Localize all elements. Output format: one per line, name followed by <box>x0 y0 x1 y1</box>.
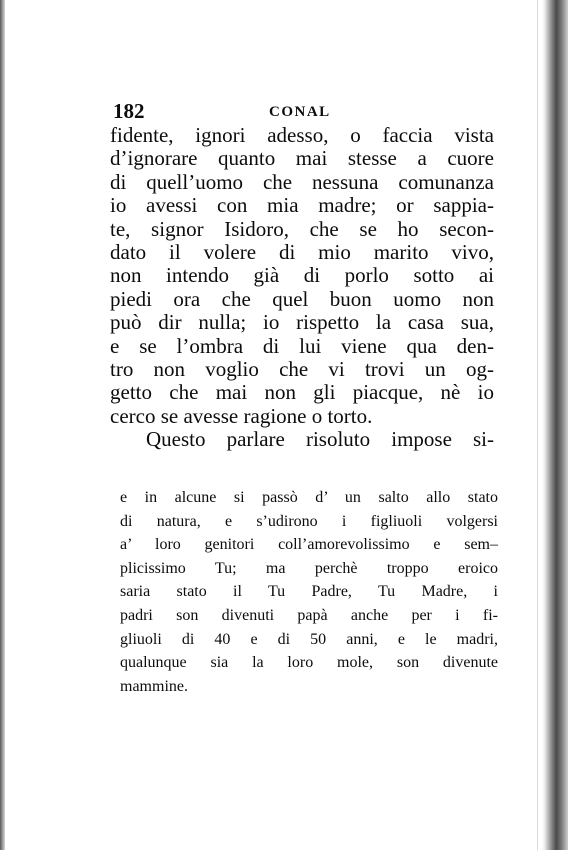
body-line: piedi ora che quel buon uomo non <box>110 286 494 311</box>
footnote-line: gliuoli di 40 e di 50 anni, e le madri, <box>120 630 498 648</box>
footnote-line: di natura, e s’udirono i figliuoli volgersi <box>120 512 498 530</box>
footnote-line: e in alcune si passò d’ un salto allo stato <box>120 489 498 506</box>
book-binding-shadow <box>542 0 568 850</box>
footnote-line: saria stato il Tu Padre, Tu Madre, i <box>120 583 498 601</box>
page-number: 182 <box>113 99 145 123</box>
body-line: e se l’ombra di lui viene qua den- <box>110 333 494 358</box>
body-line: getto che mai non gli piacque, nè io <box>110 380 494 405</box>
body-line: di quell’uomo che nessuna comunanza <box>110 169 494 194</box>
body-line: io avessi con mia madre; or sappia- <box>110 193 494 218</box>
footnote-line: mammine. <box>120 677 188 695</box>
footnote <box>120 486 498 698</box>
body-line: dato il volere di mio marito vivo, <box>110 239 494 264</box>
body-line: cerco se avesse ragione o torto. <box>110 403 373 428</box>
running-title: CONAL <box>269 104 331 120</box>
page-header <box>113 98 493 124</box>
footnote-line: padri son divenuti papà anche per i fi- <box>120 606 498 624</box>
body-line: tro non voglio che vi trovi un og- <box>110 356 494 381</box>
page-left-edge <box>0 0 5 850</box>
body-line-paragraph-start: Questo parlare risoluto impose si- <box>146 427 494 452</box>
body-line: non intendo già di porlo sotto ai <box>110 263 494 288</box>
body-line: fidente, ignori adesso, o faccia vista <box>110 123 494 147</box>
body-line: d’ignorare quanto mai stesse a cuore <box>110 146 494 171</box>
body-line: può dir nulla; io rispetto la casa sua, <box>110 310 494 335</box>
body-text <box>110 124 494 451</box>
footnote-line: qualunque sia la loro mole, son divenute <box>120 654 498 672</box>
body-line: te, signor Isidoro, che se ho secon- <box>110 216 494 241</box>
footnote-line: plicissimo Tu; ma perchè troppo eroico <box>120 559 498 577</box>
footnote-line: a’ loro genitori coll’amorevolissimo e sem– <box>120 536 498 554</box>
page-fold-line <box>537 0 538 850</box>
